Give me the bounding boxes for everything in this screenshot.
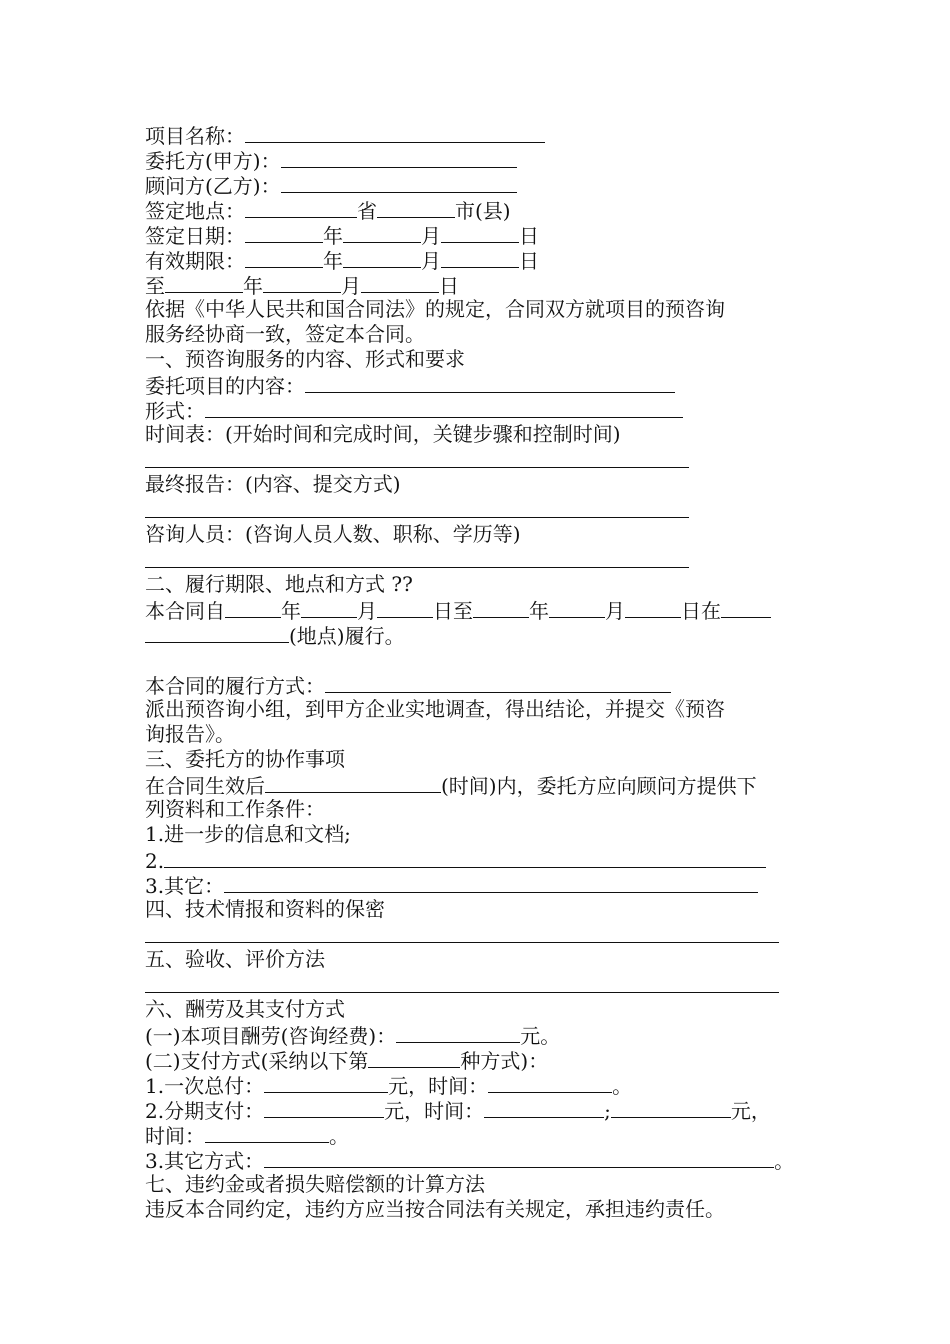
day-text: 日 [439,274,459,298]
section2-title: 二、履行期限、地点和方式 ?? [145,572,413,596]
pay-method-text: 种方式)： [460,1049,549,1073]
lump-sum-time-label: 元，时间： [388,1074,489,1098]
day-text: 日 [519,249,539,273]
schedule-blank[interactable] [145,467,689,468]
other-method-blank[interactable] [264,1147,774,1168]
installment-sep: ; [604,1099,611,1123]
place-label: (地点)履行。 [289,624,405,648]
pay-method-line [145,1047,548,1074]
installment-time-label: 元，时间： [384,1099,485,1123]
period-to-text: 日至 [433,599,473,623]
sign-place-label: 签定地点： [145,199,245,223]
section7-title: 七、违约金或者损失赔偿额的计算方法 [145,1172,485,1196]
installment-line [145,1097,771,1124]
month-text: 月 [605,599,625,623]
installment-time-blank[interactable] [484,1097,604,1118]
item3-blank[interactable] [224,872,758,893]
installment-amount-blank[interactable] [264,1097,384,1118]
item2 [145,847,766,874]
sign-day-blank[interactable] [441,222,519,243]
content-blank[interactable] [305,372,675,393]
section7-text: 违反本合同约定，违约方应当按合同法有关规定，承担违约责任。 [145,1197,725,1221]
section4-title: 四、技术情报和资料的保密 [145,897,385,921]
until-year-blank[interactable] [165,272,243,293]
from-month-blank[interactable] [301,597,357,618]
section1-title: 一、预咨询服务的内容、形式和要求 [145,347,465,371]
month-text: 月 [421,249,441,273]
schedule-label: 时间表：(开始时间和完成时间，关键步骤和控制时间) [145,422,621,446]
section5-blank[interactable] [145,992,779,993]
cooperation-line-2: 列资料和工作条件： [145,797,325,821]
client-label: 委托方(甲方)： [145,149,281,173]
item2-blank[interactable] [164,847,766,868]
to-month-blank[interactable] [549,597,605,618]
intro-line-1: 依据《中华人民共和国合同法》的规定，合同双方就项目的预咨询 [145,297,725,321]
place-line [145,622,405,649]
item2-label: 2. [145,849,165,873]
place-blank-a[interactable] [721,597,771,618]
project-name-label: 项目名称： [145,124,245,148]
period-line [145,597,771,624]
installment-unit: 元， [730,1099,771,1123]
content-label: 委托项目的内容： [145,374,305,398]
period-at-text: 日在 [681,599,721,623]
installment-time2-label: 时间： [145,1124,205,1148]
fee-blank[interactable] [396,1022,520,1043]
client-line [145,147,517,174]
report-blank[interactable] [145,517,689,518]
sign-date-line [145,222,539,249]
item1: 1.进一步的信息和文档; [145,822,351,846]
form-line [145,397,683,424]
consultant-line [145,172,517,199]
until-day-blank[interactable] [361,272,439,293]
valid-until-line [145,272,459,299]
valid-period-label: 有效期限： [145,249,245,273]
period-from-text: 本合同自 [145,599,225,623]
fee-line [145,1022,560,1049]
installment-amount2-blank[interactable] [611,1097,731,1118]
section5-title: 五、验收、评价方法 [145,947,325,971]
installment-label: 2.分期支付： [145,1099,265,1123]
valid-period-line [145,247,539,274]
to-year-blank[interactable] [473,597,529,618]
section4-blank[interactable] [145,942,779,943]
installment-time2-blank[interactable] [205,1122,329,1143]
fee-unit: 元。 [520,1024,561,1048]
staff-blank[interactable] [145,567,689,568]
valid-day-blank[interactable] [441,247,519,268]
place-blank-b[interactable] [145,622,289,643]
sign-date-label: 签定日期： [145,224,245,248]
province-blank[interactable] [245,197,357,218]
installment-time-line [145,1122,349,1149]
sign-place-line [145,197,511,224]
valid-month-blank[interactable] [343,247,421,268]
lump-sum-end: 。 [612,1074,633,1098]
method-blank[interactable] [325,672,671,693]
other-method-label: 3.其它方式： [145,1149,265,1173]
other-method-end: 。 [774,1149,795,1173]
method-text-2: 询报告》。 [145,722,235,746]
cooperation-text-a: 在合同生效后 [145,774,265,798]
province-text: 省 [357,199,377,223]
method-line [145,672,671,699]
form-blank[interactable] [205,397,683,418]
project-name-blank[interactable] [245,122,545,143]
intro-line-2: 服务经协商一致，签定本合同。 [145,322,425,346]
pay-method-label: (二)支付方式(采纳以下第 [145,1049,369,1073]
day-text: 日 [519,224,539,248]
lump-sum-label: 1.一次总付： [145,1074,265,1098]
year-text: 年 [243,274,263,298]
year-text: 年 [323,224,343,248]
until-month-blank[interactable] [263,272,341,293]
year-text: 年 [281,599,301,623]
from-year-blank[interactable] [225,597,281,618]
lump-sum-time-blank[interactable] [488,1072,612,1093]
consultant-blank[interactable] [281,172,517,193]
lump-sum-amount-blank[interactable] [264,1072,388,1093]
cooperation-line [145,772,757,799]
pay-method-blank[interactable] [368,1047,460,1068]
installment-end: 。 [329,1124,349,1148]
from-day-blank[interactable] [377,597,433,618]
method-label: 本合同的履行方式： [145,674,325,698]
section3-title: 三、委托方的协作事项 [145,747,345,771]
method-text-1: 派出预咨询小组，到甲方企业实地调查，得出结论，并提交《预咨 [145,697,725,721]
cooperation-text-b: (时间)内，委托方应向顾问方提供下 [441,774,757,798]
city-blank[interactable] [377,197,455,218]
year-text: 年 [529,599,549,623]
staff-label: 咨询人员：(咨询人员人数、职称、学历等) [145,522,521,546]
month-text: 月 [421,224,441,248]
content-line [145,372,675,399]
month-text: 月 [357,599,377,623]
sign-month-blank[interactable] [343,222,421,243]
year-text: 年 [323,249,343,273]
report-label: 最终报告：(内容、提交方式) [145,472,401,496]
section6-title: 六、酬劳及其支付方式 [145,997,345,1021]
form-label: 形式： [145,399,205,423]
valid-year-blank[interactable] [245,247,323,268]
month-text: 月 [341,274,361,298]
project-name-line [145,122,545,149]
item3-label: 3.其它： [145,874,225,898]
lump-sum-line [145,1072,632,1099]
city-text: 市(县) [455,199,511,223]
cooperation-time-blank[interactable] [265,772,441,793]
client-blank[interactable] [281,147,517,168]
to-day-blank[interactable] [625,597,681,618]
item3 [145,872,758,899]
sign-year-blank[interactable] [245,222,323,243]
to-text: 至 [145,274,165,298]
other-method-line [145,1147,794,1174]
fee-label: (一)本项目酬劳(咨询经费)： [145,1024,397,1048]
consultant-label: 顾问方(乙方)： [145,174,281,198]
